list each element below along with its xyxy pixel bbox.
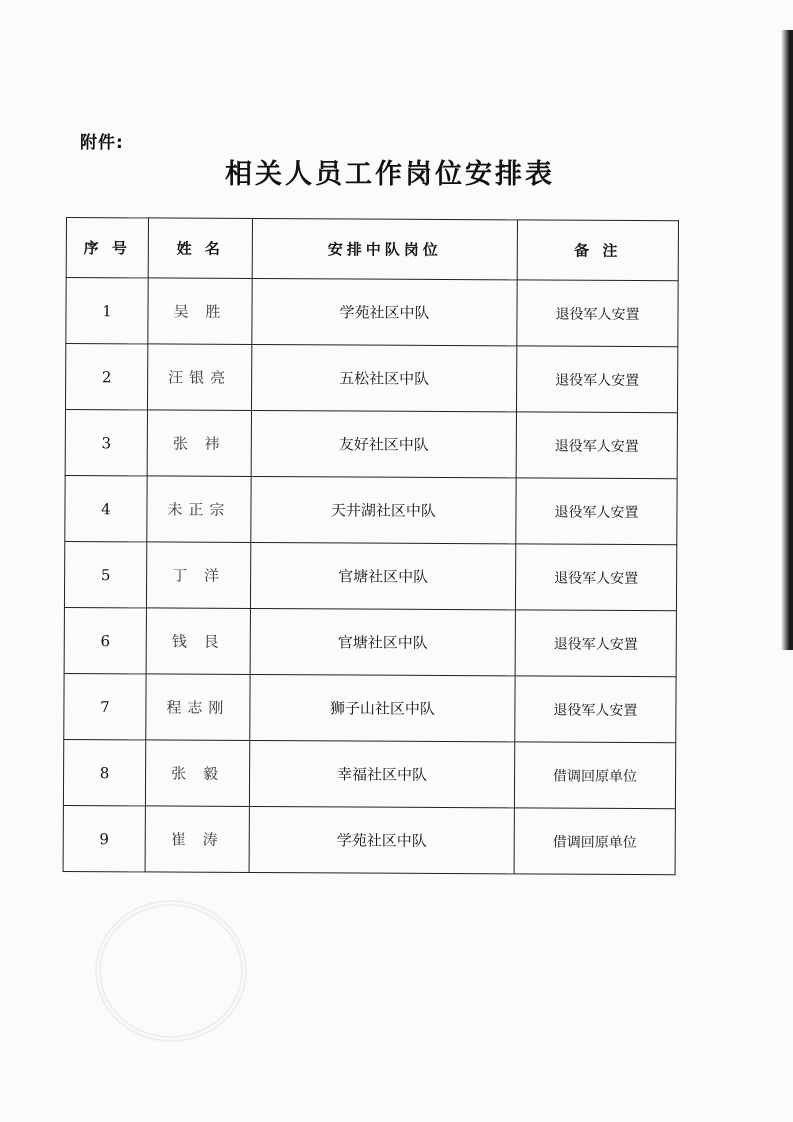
row-no: 9 xyxy=(63,805,145,871)
row-note: 退役军人安置 xyxy=(516,412,677,479)
row-note: 借调回原单位 xyxy=(514,742,675,809)
row-no: 7 xyxy=(64,673,146,739)
row-note: 退役军人安置 xyxy=(515,610,676,677)
row-post: 学苑社区中队 xyxy=(249,806,514,873)
row-name: 吴 胜 xyxy=(148,278,252,345)
assignment-table xyxy=(63,217,679,875)
row-post: 官塘社区中队 xyxy=(250,608,515,675)
row-post: 五松社区中队 xyxy=(251,344,516,411)
faded-official-seal xyxy=(95,900,247,1042)
row-note: 退役军人安置 xyxy=(515,544,676,611)
row-name: 钱 艮 xyxy=(146,608,250,675)
row-no: 1 xyxy=(66,278,148,344)
assignment-table-container xyxy=(63,217,678,875)
row-no: 6 xyxy=(64,607,146,673)
header-note: 备 注 xyxy=(517,220,678,281)
table-row xyxy=(64,673,676,742)
table-row xyxy=(63,739,675,808)
table-row xyxy=(64,541,676,610)
table-row xyxy=(65,344,677,413)
table-row xyxy=(65,409,677,478)
row-note: 借调回原单位 xyxy=(514,808,675,875)
table-row xyxy=(66,278,678,347)
row-no: 2 xyxy=(65,344,147,410)
row-post: 友好社区中队 xyxy=(251,410,516,477)
row-post: 天井湖社区中队 xyxy=(251,476,516,543)
row-note: 退役军人安置 xyxy=(515,676,676,743)
row-post: 狮子山社区中队 xyxy=(250,674,515,741)
row-name: 丁 洋 xyxy=(146,542,250,609)
row-no: 4 xyxy=(65,475,147,541)
row-name: 张 毅 xyxy=(145,740,249,807)
table-row xyxy=(63,805,675,874)
row-name: 汪银亮 xyxy=(147,344,251,411)
row-no: 5 xyxy=(64,541,146,607)
row-note: 退役军人安置 xyxy=(517,280,678,347)
row-post: 学苑社区中队 xyxy=(252,278,517,345)
row-note: 退役军人安置 xyxy=(516,346,677,413)
row-no: 3 xyxy=(65,409,147,475)
table-row xyxy=(65,475,677,544)
table-header-row xyxy=(66,218,678,281)
header-name: 姓 名 xyxy=(148,218,252,279)
scan-edge-shadow xyxy=(781,30,793,650)
row-name: 张 祎 xyxy=(147,410,251,477)
attachment-label: 附件: xyxy=(80,133,124,153)
row-name: 未正宗 xyxy=(147,476,251,543)
row-post: 幸福社区中队 xyxy=(249,740,514,807)
header-post: 安排中队岗位 xyxy=(252,218,517,279)
row-name: 崔 涛 xyxy=(145,806,249,873)
row-post: 官塘社区中队 xyxy=(250,542,515,609)
page-title: 相关人员工作岗位安排表 xyxy=(225,159,555,190)
table-row xyxy=(64,607,676,676)
row-note: 退役军人安置 xyxy=(516,478,677,545)
header-no: 序 号 xyxy=(66,218,148,278)
row-no: 8 xyxy=(63,739,145,805)
row-name: 程志刚 xyxy=(146,674,250,741)
